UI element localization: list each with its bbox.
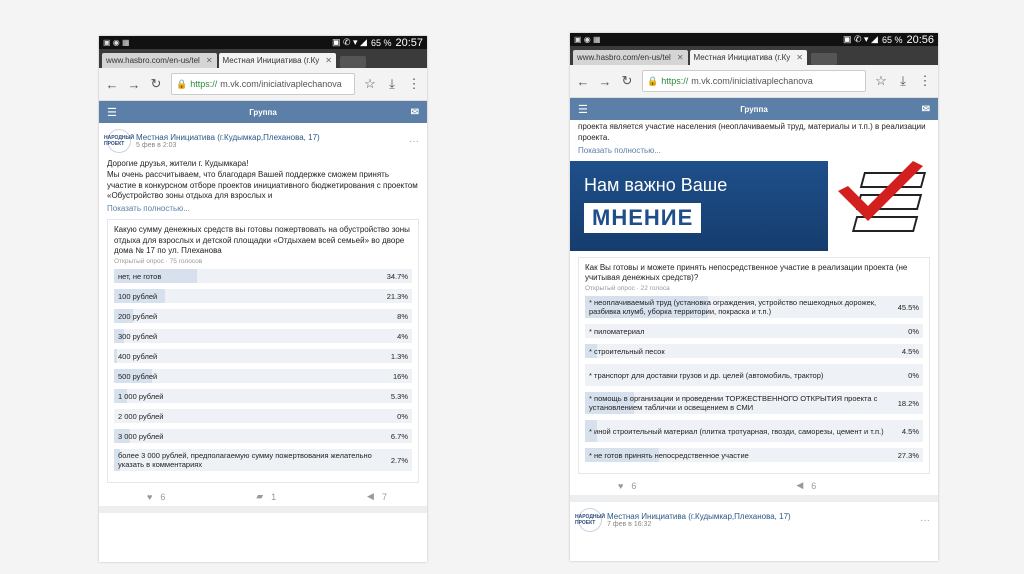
poll-option[interactable] [114,349,412,363]
post [570,120,938,161]
show-more-link[interactable]: Показать полностью... [107,204,190,214]
comment-icon: ▰ [256,491,264,502]
url-bar [99,68,427,101]
hamburger-menu-icon[interactable]: ☰ [107,106,117,119]
show-more-link[interactable]: Показать полностью... [578,145,661,155]
poll-option-percent: 21.3% [386,291,408,301]
megaphone-icon: ◀ [796,480,804,491]
megaphone-icon: ◀ [367,491,374,502]
poll-option[interactable] [585,448,923,462]
poll-option[interactable] [114,369,412,383]
poll-option[interactable] [585,392,923,414]
poll-options [585,296,923,462]
poll-option-percent: 5.3% [390,391,408,401]
address-input[interactable]: 🔒 https:// m.vk.com/iniciativaplechanova [171,73,355,95]
poll-option[interactable] [585,296,923,318]
url-bar [570,65,938,98]
banner-line2: МНЕНИЕ [584,203,701,233]
tab-vk[interactable]: Местная Инициатива (г.Ку ✕ [690,50,807,65]
poll-option-percent: 2.7% [390,455,408,465]
separator [570,495,938,502]
poll-option[interactable] [114,269,412,283]
next-post-header [570,502,938,538]
mail-icon[interactable]: ✉ [410,106,419,118]
poll-option-percent: 27.3% [897,450,919,460]
forward-arrow-icon[interactable]: → [598,73,612,89]
status-right-icons: ▣ ✆ ▾ ◢ [331,37,367,47]
poll-question: Как Вы готовы и можете принять непосредственное участие в реализации проекта (не учитывая денежных средств)? [585,262,908,282]
like-button[interactable]: ♥ 6 [147,491,166,502]
left-phone-screenshot [99,36,427,562]
download-icon[interactable]: ⤓ [900,73,906,88]
heart-icon: ♥ [618,480,624,491]
poll-option-label: 100 рублей [118,291,158,301]
comment-button[interactable]: ▰ 1 [256,491,277,502]
back-arrow-icon[interactable]: ← [576,73,590,89]
poll-option-percent: 6.7% [390,431,408,441]
poll-options [114,269,412,471]
more-options-icon[interactable]: ··· [920,514,930,526]
post-actions [570,480,938,495]
new-tab-button[interactable] [340,56,366,68]
poll-option[interactable] [114,449,412,471]
poll-option-percent: 0% [908,326,919,336]
hamburger-menu-icon[interactable]: ☰ [578,103,588,116]
poll-option-percent: 0% [397,411,408,421]
tab-hasbro[interactable]: www.hasbro.com/en-us/tel ✕ [102,53,217,68]
poll-option-percent: 4.5% [901,426,919,436]
new-tab-button[interactable] [811,53,837,65]
browser-tabs [99,49,427,68]
post-date: 5 фев в 2:03 [136,142,177,149]
banner-image [570,161,938,251]
poll-option-label: 400 рублей [118,351,158,361]
battery-level: 65 % [881,34,903,45]
clock: 20:56 [906,33,934,46]
poll-option-percent: 16% [392,371,408,381]
poll-meta: Открытый опрос · 22 голоса [585,285,670,293]
reload-icon[interactable]: ↻ [621,73,633,88]
poll-option-percent: 4% [397,331,408,341]
poll-option-label: нет, не готов [118,271,162,281]
lock-icon: 🔒 [176,78,188,89]
star-icon[interactable]: ☆ [875,73,887,88]
poll-option-label: более 3 000 рублей, предполагаемую сумму пожертвования желательно указать в комментариях [118,450,372,470]
post-header [104,129,419,153]
poll-option-percent: 45.5% [897,302,919,312]
poll [107,219,419,483]
poll-option-percent: 18.2% [897,398,919,408]
poll-option-label: * пиломатериал [589,326,645,336]
tab-vk[interactable]: Местная Инициатива (г.Ку ✕ [219,53,336,68]
poll-option[interactable] [585,364,923,386]
status-left-icons: ▣ ◉ ▦ [103,38,130,47]
poll-option-percent: 0% [908,370,919,380]
poll-option-label: * строительный песок [589,346,665,356]
reload-icon[interactable]: ↻ [150,76,162,91]
group-name-link[interactable]: Местная Инициатива (г.Кудымкар,Плеханова, 17) [607,512,791,522]
address-input[interactable]: 🔒 https:// m.vk.com/iniciativaplechanova [642,70,866,92]
poll-option[interactable] [585,324,923,338]
poll-option[interactable] [114,409,412,423]
status-left-icons: ▣ ◉ ▦ [574,35,601,44]
poll-meta: Открытый опрос · 75 голосов [114,258,203,266]
poll-option-label: 500 рублей [118,371,158,381]
poll-option[interactable] [114,289,412,303]
heart-icon: ♥ [147,491,153,502]
vk-header-title: Группа [740,104,768,114]
status-right-icons: ▣ ✆ ▾ ◢ [842,34,878,44]
poll-option-label: 200 рублей [118,311,158,321]
poll-option[interactable] [114,309,412,323]
banner-line1: Нам важно Ваше [584,174,728,195]
back-arrow-icon[interactable]: ← [105,76,119,92]
share-button[interactable]: ◀ 7 [367,491,387,502]
download-icon[interactable]: ⤓ [389,76,395,91]
close-icon[interactable]: ✕ [676,53,684,62]
browser-tabs [570,46,938,65]
vk-header [570,98,938,120]
vk-header-title: Группа [249,107,277,117]
post-text: Дорогие друзья, жители г. Кудымкара! Мы очень рассчитываем, что благодаря Вашей поддержке сможем принять участие в конкурсном отборе проектов инициативного бюджетирования с проектом «Обустройство зоны отдыха для взрослых и [107,159,418,201]
poll-option-label: 2 000 рублей [118,411,164,421]
status-bar [99,36,427,49]
lock-icon: 🔒 [647,75,659,86]
poll-option[interactable] [585,344,923,358]
poll-option[interactable] [114,429,412,443]
menu-dots-icon[interactable]: ⋮ [407,76,421,91]
poll-option[interactable] [114,389,412,403]
post-date: 7 фев в 16:32 [607,521,652,529]
poll-option-label: * иной строительный материал (плитка тротуарная, гвозди, саморезы, цемент и т.п.) [589,426,884,436]
battery-level: 65 % [370,37,392,48]
like-button[interactable]: ♥ 6 [618,480,637,491]
poll-option-label: 3 000 рублей [118,431,164,441]
close-icon[interactable]: ✕ [205,56,213,65]
vk-header [99,101,427,123]
poll-option-percent: 8% [397,311,408,321]
poll-option-label: * неоплачиваемый труд (установка ограждения, устройство пешеходных дорожек, разбивка клумб, уборка территории, покраска и т.п.) [589,298,877,317]
star-icon[interactable]: ☆ [364,76,376,91]
status-bar [570,33,938,46]
post [99,123,427,489]
poll-question: Какую сумму денежных средств вы готовы пожертвовать на обустройство зоны отдыха для взрослых и детской площадки «Отдыхаем всей семьей» во дворе дома № 17 по ул. Плеханова [114,225,410,255]
poll-option-label: 1 000 рублей [118,391,164,401]
close-icon[interactable]: ✕ [796,53,803,62]
close-icon[interactable]: ✕ [325,56,332,65]
poll-option-label: * транспорт для доставки грузов и др. целей (автомобиль, трактор) [589,370,824,380]
poll-option-percent: 1.3% [390,351,408,361]
forward-arrow-icon[interactable]: → [127,76,141,92]
separator [99,506,427,513]
poll [578,257,930,475]
mail-icon[interactable]: ✉ [921,103,930,115]
checklist-graphic [828,161,938,251]
poll-option-percent: 34.7% [386,271,408,281]
post-actions [99,489,427,506]
poll-option-fill [114,349,117,363]
more-options-icon[interactable]: ··· [409,135,419,147]
group-name-link[interactable]: Местная Инициатива (г.Кудымкар,Плеханова, 17) [136,133,320,142]
group-logo[interactable]: НАРОДНЫЙ ПРОЕКТ [107,129,131,153]
poll-option-percent: 4.5% [901,346,919,356]
menu-dots-icon[interactable]: ⋮ [918,73,932,88]
poll-option[interactable] [585,420,923,442]
right-phone-screenshot [570,33,938,561]
share-button[interactable]: ◀ 6 [796,480,817,491]
poll-option-label: * помощь в организации и проведении ТОРЖЕСТВЕННОГО ОТКРЫТИЯ проекта с установлением таблички и освещением в СМИ [589,394,878,413]
poll-option[interactable] [114,329,412,343]
tab-hasbro[interactable]: www.hasbro.com/en-us/tel ✕ [573,50,688,65]
poll-option-label: 300 рублей [118,331,158,341]
poll-option-label: * не готов принять непосредственное участие [589,450,749,460]
poll-container [570,257,938,481]
post-text: проекта является участие населения (неоплачиваемый труд, материалы и т.п.) в реализации проекта. [578,122,926,142]
clock: 20:57 [395,36,423,49]
group-logo[interactable]: НАРОДНЫЙ ПРОЕКТ [578,508,602,532]
